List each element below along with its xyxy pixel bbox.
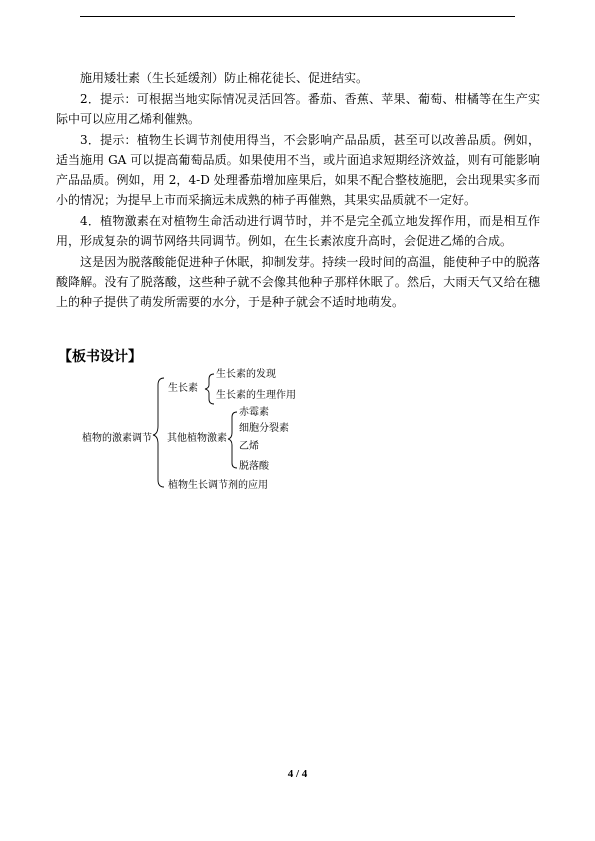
body-text — [56, 68, 540, 313]
main-brace — [153, 378, 164, 487]
paragraph-5: 这是因为脱落酸能促进种子休眠，抑制发芽。持续一段时间的高温，能使种子中的脱落酸降解。没有了脱落酸，这些种子就不会像其他种子那样休眠了。然后，大雨天气又给在穗上的种子提供了萌发所需要的水分，于是种子就会不适时地萌发。 — [56, 255, 540, 309]
diagram-branch-regulators: 植物生长调节剂的应用 — [168, 480, 268, 491]
paragraph-2: 2．提示：可根据当地实际情况灵活回答。番茄、香蕉、苹果、葡萄、柑橘等在生产实际中可以应用乙烯利催熟。 — [56, 92, 540, 126]
auxin-brace — [205, 374, 214, 404]
diagram-other-item-1: 赤霉素 — [239, 407, 269, 418]
section-title: 【板书设计】 — [58, 349, 142, 365]
paragraph-4: 4．植物激素在对植物生命活动进行调节时，并不是完全孤立地发挥作用，而是相互作用，形成复杂的调节网络共同调节。例如，在生长素浓度升高时，会促进乙烯的合成。 — [56, 214, 540, 248]
diagram-branch-auxin: 生长素 — [168, 383, 198, 394]
diagram-auxin-item-1: 生长素的发现 — [216, 369, 276, 380]
page-number: 4 / 4 — [287, 768, 308, 780]
diagram-auxin-item-2: 生长素的生理作用 — [216, 390, 296, 401]
header-rule — [80, 16, 515, 17]
diagram-other-item-2: 细胞分裂素 — [239, 423, 289, 434]
paragraph-1: 施用矮壮素（生长延缓剂）防止棉花徒长、促进结实。 — [80, 71, 369, 85]
board-design-diagram — [78, 368, 308, 494]
diagram-other-item-4: 脱落酸 — [239, 461, 269, 472]
diagram-other-item-3: 乙烯 — [239, 441, 259, 452]
paragraph-3: 3．提示：植物生长调节剂使用得当，不会影响产品品质，甚至可以改善品质。例如，适当施用 GA 可以提高葡萄品质。如果使用不当，或片面追求短期经济效益，则有可能影响产品品质。例如，用 2，4-D 处理番茄增加座果后，如果不配合整枝施肥，会出现果实多而小的情况；为提早上市而采摘远未成熟的柿子再催熟，其果实品质就不一定好。 — [56, 133, 540, 207]
diagram-branch-other: 其他植物激素 — [167, 433, 227, 444]
diagram-root-label: 植物的激素调节 — [82, 433, 152, 444]
other-hormones-brace — [228, 412, 237, 468]
